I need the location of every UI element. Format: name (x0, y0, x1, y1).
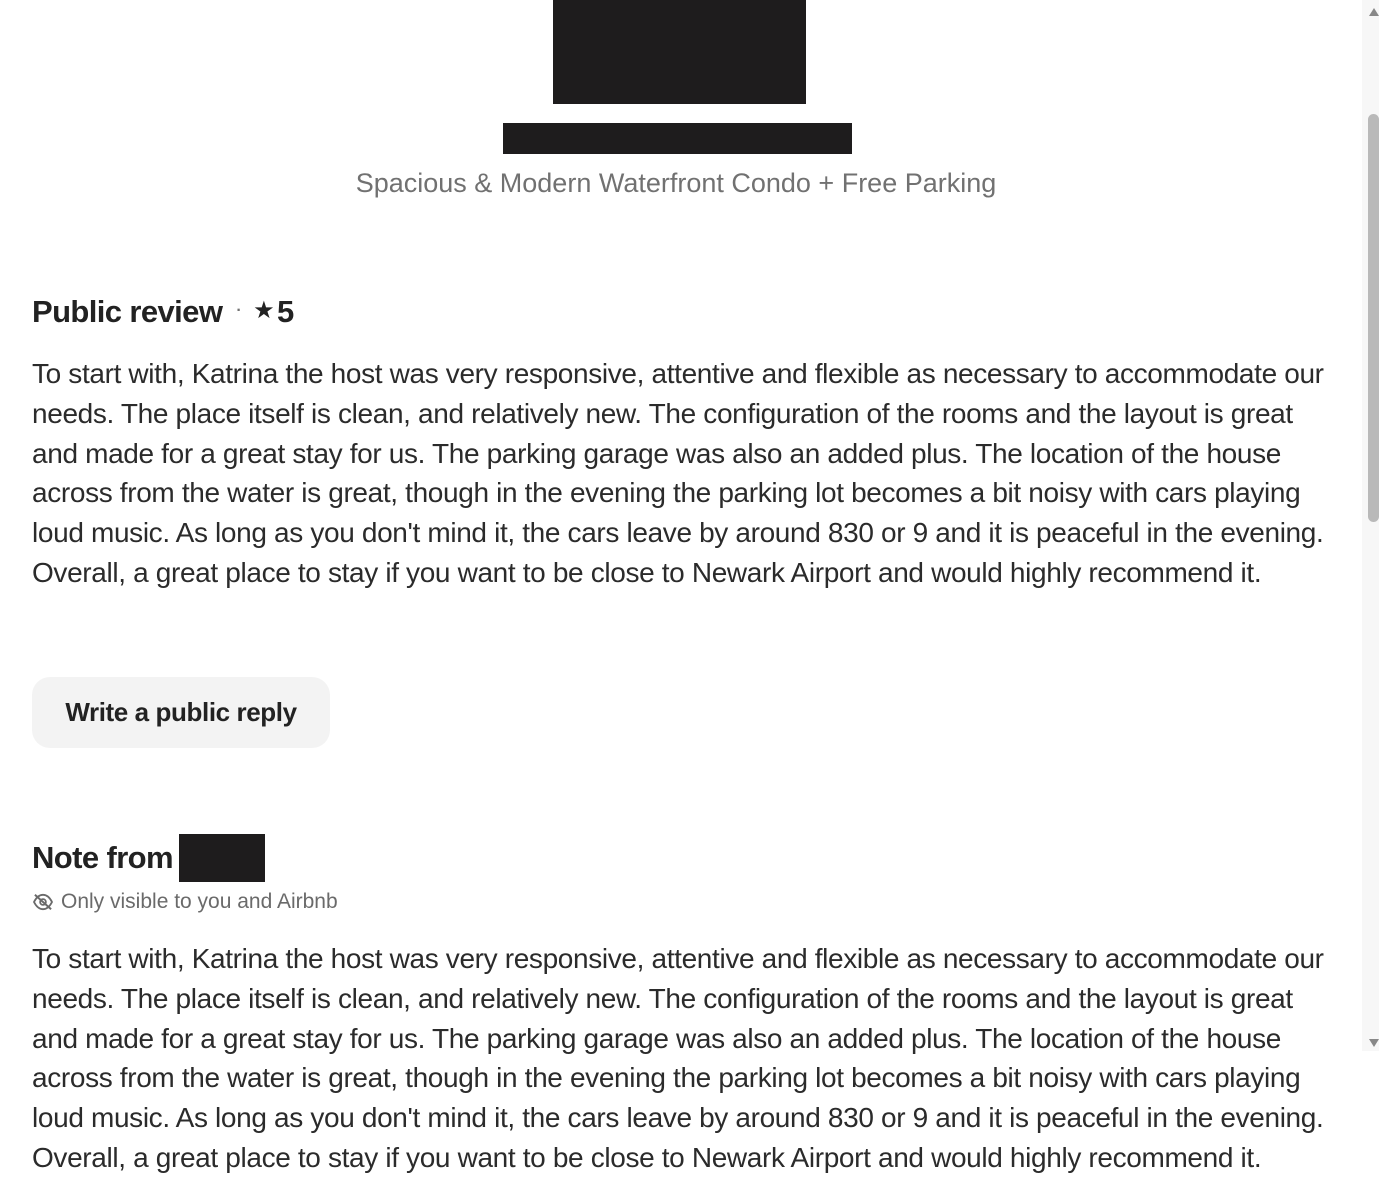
scroll-up-arrow-icon[interactable] (1369, 8, 1379, 16)
public-review-heading (32, 292, 294, 334)
redacted-guest-name (503, 123, 852, 154)
redacted-guest-first-name (179, 834, 265, 882)
redacted-guest-avatar (553, 0, 806, 104)
private-note-heading (32, 836, 265, 884)
rating-value: 5 (277, 294, 294, 329)
star-icon: ★ (253, 296, 274, 324)
private-note-title: Note from (32, 840, 173, 876)
separator-dot: · (236, 301, 242, 319)
visibility-notice (32, 888, 338, 916)
listing-title: Spacious & Modern Waterfront Condo + Free Parking (355, 168, 997, 198)
visibility-label: Only visible to you and Airbnb (61, 890, 338, 913)
public-review-text: To start with, Katrina the host was very responsive, attentive and flexible as necessary to accommodate our needs. The place itself is clean, and relatively new. The configuration of the rooms and the layout is great and made for a great stay for us. The parking garage was also an added plus. The location of the house across from the water is great, though in the evening the parking lot becomes a bit noisy with cars playing loud music. As long as you don't mind it, the cars leave by around 830 or 9 and it is peaceful in the evening. Overall, a great place to stay if you want to be close to Newark Airport and would highly recommend it. (32, 358, 1324, 588)
eye-slash-icon (32, 893, 54, 911)
scrollbar-thumb[interactable] (1368, 114, 1379, 522)
write-public-reply-button[interactable]: Write a public reply (32, 677, 330, 748)
private-note-text: To start with, Katrina the host was very responsive, attentive and flexible as necessary to accommodate our needs. The place itself is clean, and relatively new. The configuration of the rooms and the layout is great and made for a great stay for us. The parking garage was also an added plus. The location of the house across from the water is great, though in the evening the parking lot becomes a bit noisy with cars playing loud music. As long as you don't mind it, the cars leave by around 830 or 9 and it is peaceful in the evening. Overall, a great place to stay if you want to be close to Newark Airport and would highly recommend it. (32, 943, 1324, 1173)
public-review-title: Public review (32, 294, 223, 329)
scroll-down-arrow-icon[interactable] (1369, 1039, 1379, 1047)
